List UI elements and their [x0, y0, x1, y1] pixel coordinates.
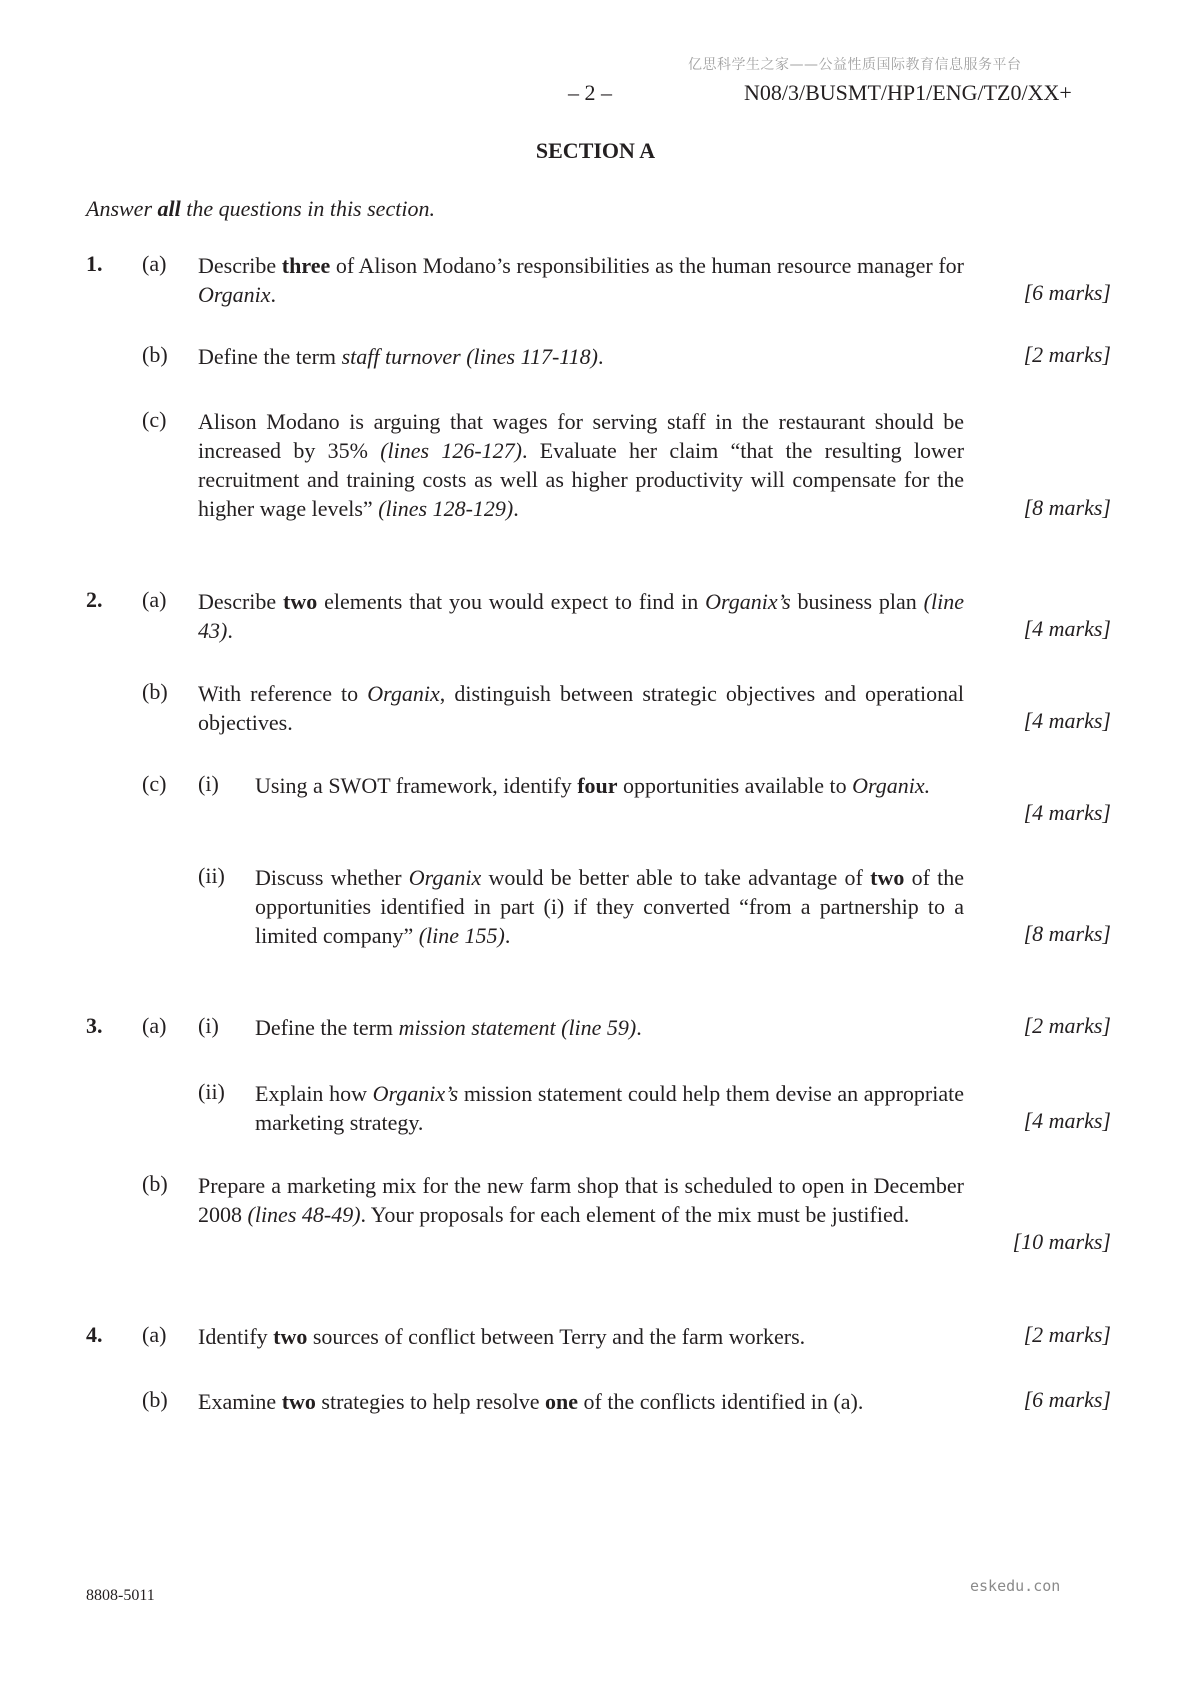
question-2cii-text: Discuss whether Organix would be better able to take advantage of two of the opportunities identified in part (i) if they converted “from a partnership to a limited company” (line 155).	[255, 865, 965, 948]
question-2c-label: (c)	[142, 771, 167, 796]
question-2a-label: (a)	[142, 587, 167, 612]
question-1b-marks: [2 marks]	[1023, 342, 1111, 367]
question-1b-label: (b)	[142, 342, 168, 367]
question-3ai-label: (i)	[198, 1013, 219, 1038]
footer-code: 8808-5011	[86, 1587, 155, 1604]
question-1a-label: (a)	[142, 251, 167, 276]
exam-code: N08/3/BUSMT/HP1/ENG/TZ0/XX+	[744, 80, 1072, 105]
question-3aii-marks: [4 marks]	[1023, 1108, 1111, 1133]
question-3a-label: (a)	[142, 1013, 167, 1038]
question-4a-label: (a)	[142, 1322, 167, 1347]
question-2ci-label: (i)	[198, 771, 219, 796]
footer-watermark: eskedu.con	[970, 1577, 1061, 1595]
question-1-number: 1.	[86, 251, 103, 276]
question-1a-marks: [6 marks]	[1023, 280, 1111, 305]
instruction: Answer all the questions in this section.	[86, 196, 435, 221]
question-3b-label: (b)	[142, 1171, 168, 1196]
question-1b-text: Define the term staff turnover (lines 117-118).	[198, 344, 604, 369]
question-2-number: 2.	[86, 587, 103, 612]
question-3ai-text: Define the term mission statement (line 59).	[255, 1015, 642, 1040]
question-2ci-marks: [4 marks]	[1023, 800, 1111, 825]
question-2cii-marks: [8 marks]	[1023, 921, 1111, 946]
question-4-number: 4.	[86, 1322, 103, 1347]
question-4a-text: Identify two sources of conflict between Terry and the farm workers.	[198, 1324, 806, 1349]
question-1a-text: Describe three of Alison Modano’s responsibilities as the human resource manager for Organix.	[198, 253, 964, 307]
page-number: – 2 –	[568, 80, 612, 105]
question-2b-text: With reference to Organix, distinguish between strategic objectives and operational objectives.	[198, 681, 964, 735]
section-title: SECTION A	[535, 138, 656, 163]
question-4b-text: Examine two strategies to help resolve one of the conflicts identified in (a).	[198, 1389, 864, 1414]
question-4b-label: (b)	[142, 1387, 168, 1412]
question-4b-marks: [6 marks]	[1023, 1387, 1111, 1412]
question-1c-text: Alison Modano is arguing that wages for serving staff in the restaurant should be increased by 35% (lines 126-127). Evaluate her claim “that the resulting lower recruitment and training costs as well as higher productivity will compensate for the higher wage levels” (lines 128-129).	[198, 409, 965, 521]
question-1c-label: (c)	[142, 407, 167, 432]
question-2b-label: (b)	[142, 679, 168, 704]
question-3-number: 3.	[86, 1013, 103, 1038]
question-1c-marks: [8 marks]	[1023, 495, 1111, 520]
question-2a-text: Describe two elements that you would expect to find in Organix’s business plan (line 43).	[198, 589, 964, 643]
question-4a-marks: [2 marks]	[1023, 1322, 1111, 1347]
question-2b-marks: [4 marks]	[1023, 708, 1111, 733]
question-3aii-label: (ii)	[198, 1079, 225, 1104]
question-3b-marks: [10 marks]	[1012, 1229, 1111, 1254]
question-3ai-marks: [2 marks]	[1023, 1013, 1111, 1038]
header-watermark: 亿思科学生之家——公益性质国际教育信息服务平台	[688, 57, 1022, 73]
question-3aii-text: Explain how Organix’s mission statement could help them devise an appropriate marketing strategy.	[255, 1081, 964, 1135]
question-3b-text: Prepare a marketing mix for the new farm shop that is scheduled to open in December 2008 (lines 48-49). Your proposals for each element of the mix must be justified.	[198, 1173, 964, 1227]
question-2cii-label: (ii)	[198, 863, 225, 888]
question-2a-marks: [4 marks]	[1023, 616, 1111, 641]
question-2ci-text: Using a SWOT framework, identify four opportunities available to Organix.	[255, 773, 931, 798]
